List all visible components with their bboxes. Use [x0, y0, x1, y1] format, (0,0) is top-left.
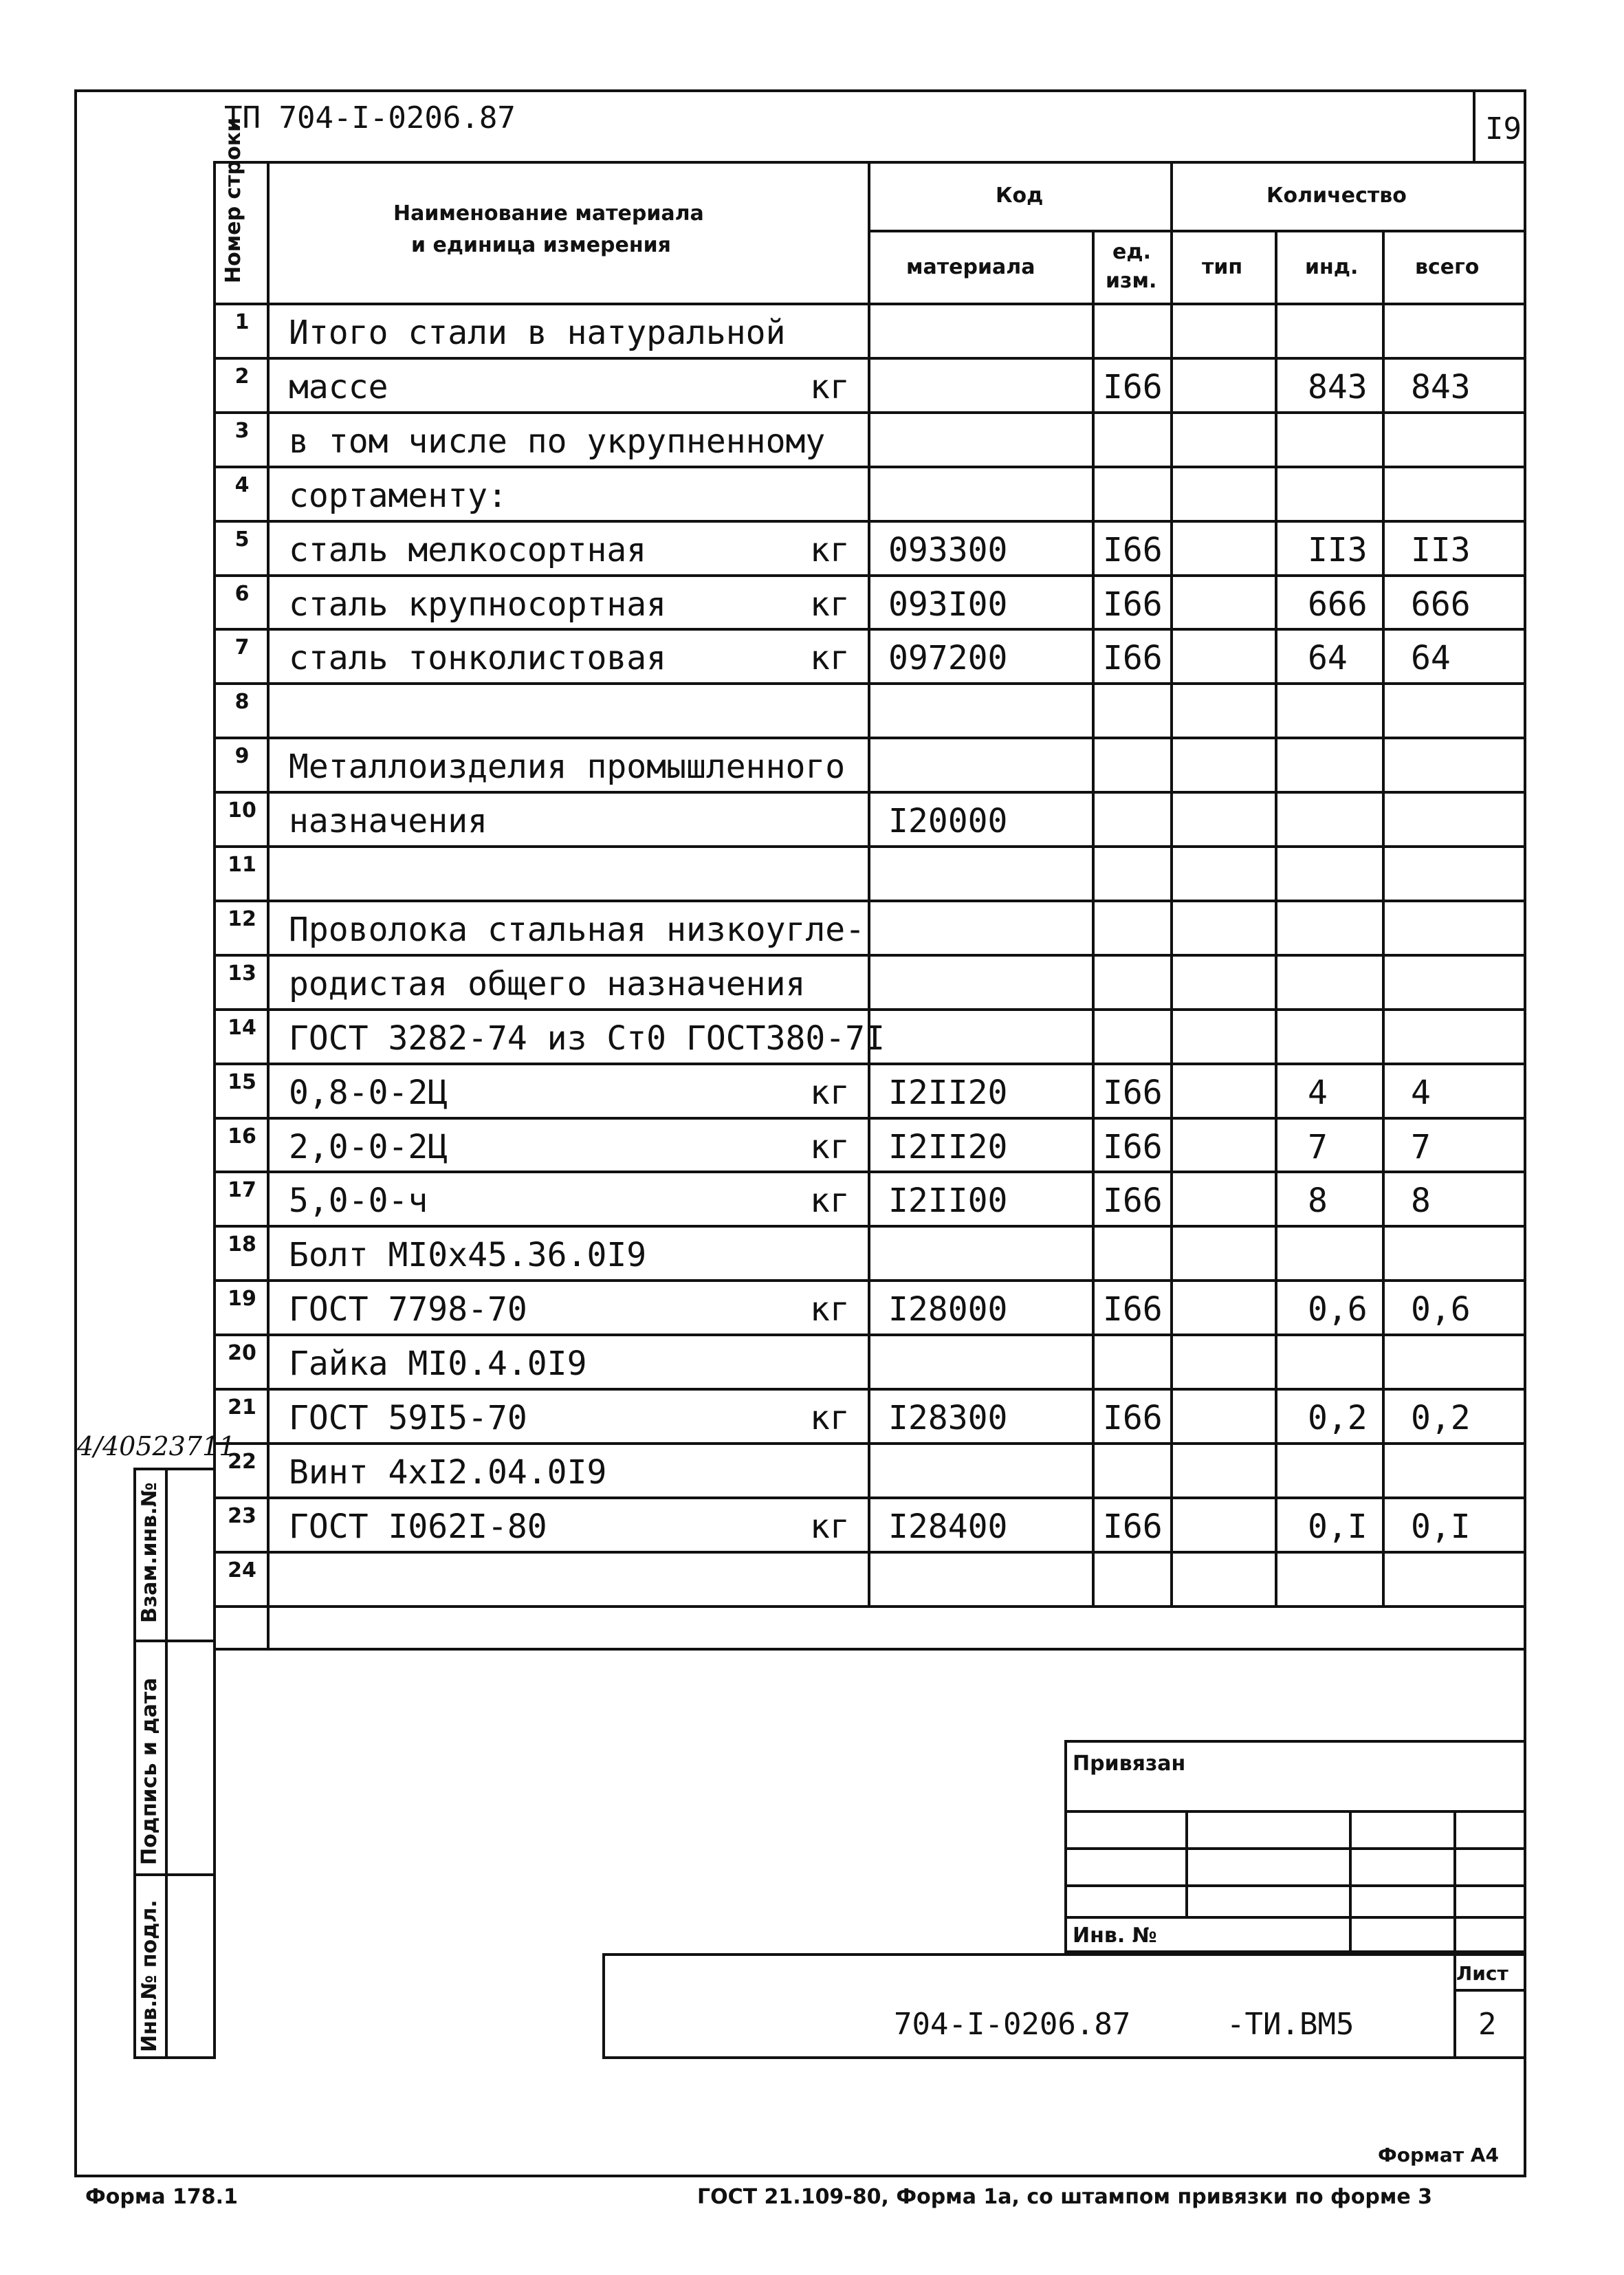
- row-number: 2: [234, 364, 250, 389]
- row-material-code: I2II00: [888, 1182, 1008, 1220]
- row-individual: 7: [1308, 1128, 1328, 1166]
- row-unit-code: I66: [1103, 1182, 1163, 1220]
- row-number: 21: [228, 1395, 256, 1419]
- row-unit-code: I66: [1103, 531, 1163, 569]
- row-number: 23: [228, 1504, 256, 1528]
- inv-label: Инв. №: [1073, 1924, 1157, 1948]
- row-name: Итого стали в натуральной: [289, 314, 786, 352]
- row-unit-code: I66: [1103, 1128, 1163, 1166]
- row-material-code: I28300: [888, 1399, 1008, 1437]
- row-number: 6: [234, 582, 250, 606]
- total-header: всего: [1415, 255, 1480, 279]
- row-name: сталь мелкосортная: [289, 531, 647, 569]
- row-number: 12: [228, 907, 256, 931]
- row-number: 17: [228, 1178, 256, 1202]
- row-number: 3: [234, 419, 250, 443]
- row-material-code: I2II20: [888, 1074, 1008, 1112]
- binding-label: Привязан: [1073, 1752, 1186, 1776]
- format-label: Формат А4: [1378, 2144, 1499, 2166]
- name-header-line1: Наименование материала: [393, 202, 704, 226]
- row-total: 7: [1411, 1128, 1431, 1166]
- row-number-header: Номер строки: [221, 117, 245, 283]
- row-name: Металлоизделия промышленного: [289, 748, 846, 786]
- row-material-code: I28000: [888, 1290, 1008, 1329]
- row-number: 9: [234, 744, 250, 768]
- row-number: 24: [228, 1558, 256, 1582]
- row-number: 18: [228, 1232, 256, 1256]
- row-name: ГОСТ 3282-74 из Ст0 ГОСТ380-7I: [289, 1019, 885, 1058]
- row-unit: кг: [810, 1507, 850, 1546]
- row-material-code: I28400: [888, 1507, 1008, 1546]
- row-material-code: 097200: [888, 639, 1008, 677]
- row-unit-code: I66: [1103, 585, 1163, 624]
- row-number: 20: [228, 1341, 256, 1365]
- row-individual: 843: [1308, 368, 1368, 406]
- row-individual: II3: [1308, 531, 1368, 569]
- row-name: ГОСТ I062I-80: [289, 1507, 547, 1546]
- sheet-label: Лист: [1456, 1962, 1508, 1985]
- row-total: 0,2: [1411, 1399, 1471, 1437]
- row-name: в том числе по укрупненному: [289, 422, 826, 461]
- row-name: ГОСТ 59I5-70: [289, 1399, 527, 1437]
- row-unit: кг: [810, 531, 850, 569]
- row-individual: 0,2: [1308, 1399, 1368, 1437]
- doc-code: ТП 704-I-0206.87: [224, 100, 516, 135]
- form-right: ГОСТ 21.109-80, Форма 1а, со штампом привязки по форме 3: [697, 2185, 1433, 2209]
- row-total: 666: [1411, 585, 1471, 624]
- row-material-code: 093300: [888, 531, 1008, 569]
- row-number: 16: [228, 1124, 256, 1149]
- row-name: ГОСТ 7798-70: [289, 1290, 527, 1329]
- quantity-header: Количество: [1266, 184, 1407, 208]
- title-stamp: [602, 1953, 1526, 2059]
- row-number: 10: [228, 798, 256, 823]
- row-total: 0,I: [1411, 1507, 1471, 1546]
- row-unit: кг: [810, 1290, 850, 1329]
- handwritten-number: 4/40523711: [77, 1431, 236, 1461]
- row-name: Винт 4xI2.04.0I9: [289, 1453, 607, 1492]
- inv-original-label: Инв.№ подл.: [138, 1900, 162, 2052]
- page-number: I9: [1485, 111, 1522, 146]
- row-unit-code: I66: [1103, 1507, 1163, 1546]
- row-individual: 0,6: [1308, 1290, 1368, 1329]
- row-number: 22: [228, 1450, 256, 1474]
- row-unit: кг: [810, 639, 850, 677]
- row-material-code: 093I00: [888, 585, 1008, 624]
- row-material-code: I20000: [888, 802, 1008, 840]
- row-number: 5: [234, 527, 250, 552]
- row-total: 843: [1411, 368, 1471, 406]
- row-total: 4: [1411, 1074, 1431, 1112]
- name-header-line2: и единица измерения: [411, 233, 671, 257]
- row-number: 1: [234, 310, 250, 334]
- row-individual: 64: [1308, 639, 1348, 677]
- row-unit: кг: [810, 585, 850, 624]
- row-name: Болт МI0x45.36.0I9: [289, 1236, 647, 1274]
- row-individual: 0,I: [1308, 1507, 1368, 1546]
- row-total: II3: [1411, 531, 1471, 569]
- row-name: Гайка МI0.4.0I9: [289, 1345, 587, 1383]
- row-total: 8: [1411, 1182, 1431, 1220]
- designation-suffix: -ТИ.ВМ5: [1227, 2007, 1354, 2042]
- row-number: 15: [228, 1070, 256, 1094]
- row-unit: кг: [810, 1399, 850, 1437]
- code-header: Код: [996, 184, 1044, 208]
- row-individual: 8: [1308, 1182, 1328, 1220]
- form-left: Форма 178.1: [85, 2185, 238, 2209]
- row-unit: кг: [810, 368, 850, 406]
- sign-date-label: Подпись и дата: [138, 1677, 162, 1865]
- row-name: сортаменту:: [289, 477, 507, 515]
- row-name: родистая общего назначения: [289, 965, 806, 1003]
- row-name: назначения: [289, 802, 487, 840]
- row-total: 64: [1411, 639, 1451, 677]
- row-unit-code: I66: [1103, 639, 1163, 677]
- row-unit: кг: [810, 1128, 850, 1166]
- unit-header-line2: изм.: [1106, 269, 1157, 293]
- row-number: 19: [228, 1287, 256, 1311]
- row-total: 0,6: [1411, 1290, 1471, 1329]
- row-name: массе: [289, 368, 388, 406]
- row-individual: 4: [1308, 1074, 1328, 1112]
- row-unit-code: I66: [1103, 368, 1163, 406]
- unit-header-line1: ед.: [1112, 240, 1151, 264]
- row-unit: кг: [810, 1182, 850, 1220]
- sheet-number: 2: [1478, 2007, 1497, 2042]
- row-unit: кг: [810, 1074, 850, 1112]
- row-unit-code: I66: [1103, 1399, 1163, 1437]
- row-number: 8: [234, 690, 250, 714]
- material-code-header: материала: [906, 255, 1035, 279]
- row-unit-code: I66: [1103, 1290, 1163, 1329]
- row-name: сталь тонколистовая: [289, 639, 667, 677]
- designation: 704-I-0206.87: [894, 2007, 1131, 2042]
- row-number: 7: [234, 635, 250, 660]
- row-name: 5,0-0-ч: [289, 1182, 428, 1220]
- row-name: 2,0-0-2Ц: [289, 1128, 448, 1166]
- row-name: сталь крупносортная: [289, 585, 667, 624]
- individual-header: инд.: [1305, 255, 1359, 279]
- replace-inv-label: Взам.инв.№: [138, 1482, 162, 1623]
- row-number: 4: [234, 473, 250, 497]
- row-unit-code: I66: [1103, 1074, 1163, 1112]
- row-number: 13: [228, 961, 256, 986]
- type-header: тип: [1202, 255, 1243, 279]
- row-material-code: I2II20: [888, 1128, 1008, 1166]
- row-number: 11: [228, 853, 256, 877]
- row-name: Проволока стальная низкоугле-: [289, 911, 866, 949]
- row-name: 0,8-0-2Ц: [289, 1074, 448, 1112]
- row-number: 14: [228, 1016, 256, 1040]
- row-individual: 666: [1308, 585, 1368, 624]
